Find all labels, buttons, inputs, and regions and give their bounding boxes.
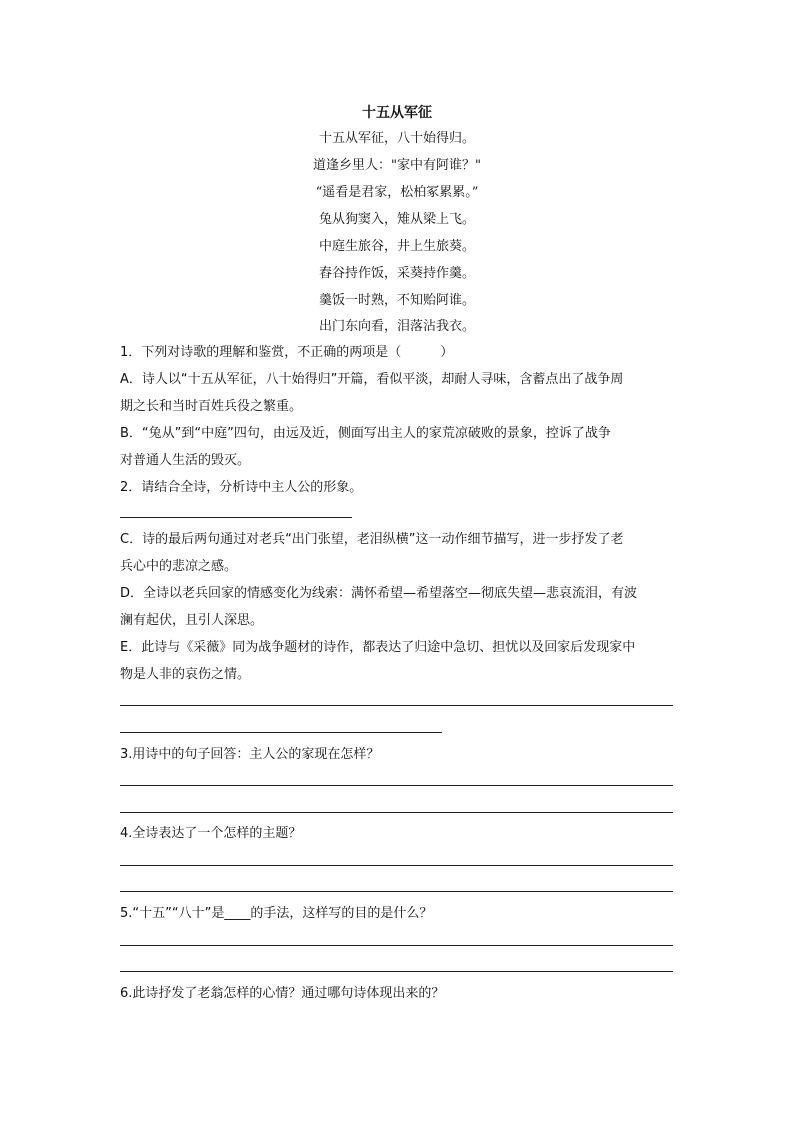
poem-line: 中庭生旅谷，井上生旅葵。	[318, 239, 475, 254]
option-d-line-2: 澜有起伏，且引人深思。	[120, 613, 264, 628]
poem-line: 羹饭一时熟，不知贻阿谁。	[318, 293, 475, 308]
question-3-stem: 3.用诗中的句子回答：主人公的家现在怎样？	[120, 747, 380, 762]
poem-line: 舂谷持作饭，采葵持作羹。	[318, 266, 475, 281]
answer-line[interactable]	[120, 517, 352, 518]
option-a-line-2: 期之长和当时百姓兵役之繁重。	[120, 399, 303, 414]
question-6-stem: 6.此诗抒发了老翁怎样的心情？通过哪句诗体现出来的？	[120, 986, 445, 1001]
poem-title: 十五从军征	[362, 105, 432, 121]
option-e-line-2: 物是人非的哀伤之情。	[120, 667, 251, 682]
option-d-line-1: D．全诗以老兵回家的情感变化为线索：满怀希望—希望落空—彻底失望—悲哀流泪，有波	[120, 586, 638, 601]
option-a-line-1: A．诗人以“十五从军征，八十始得归”开篇，看似平淡，却耐人寻味，含蓄点出了战争周	[120, 372, 624, 387]
question-1-stem: 1．下列对诗歌的理解和鉴赏，不正确的两项是（ ）	[120, 345, 454, 360]
answer-line[interactable]	[120, 785, 673, 786]
question-2-stem: 2．请结合全诗，分析诗中主人公的形象。	[120, 480, 363, 495]
answer-line[interactable]	[120, 812, 673, 813]
question-4-stem: 4.全诗表达了一个怎样的主题？	[120, 826, 302, 841]
answer-line[interactable]	[120, 865, 673, 866]
answer-line[interactable]	[120, 891, 673, 892]
option-e-line-1: E．此诗与《采薇》同为战争题材的诗作，都表达了归途中急切、担忧以及回家后发现家中	[120, 640, 636, 655]
option-b-line-2: 对普通人生活的毁灭。	[120, 453, 251, 468]
poem-line: 出门东向看，泪落沾我衣。	[318, 319, 475, 334]
answer-line[interactable]	[120, 945, 673, 946]
question-5-stem: 5.“十五”“八十”是____的手法，这样写的目的是什么？	[120, 906, 433, 921]
option-c-line-1: C．诗的最后两句通过对老兵“出门张望，老泪纵横”这一动作细节描写，进一步抒发了老	[120, 532, 624, 547]
poem-line: “遥看是君家，松柏冢累累。”	[315, 185, 479, 200]
option-c-line-2: 兵心中的悲凉之感。	[120, 559, 238, 574]
poem-line: 兔从狗窦入，雉从梁上飞。	[318, 212, 475, 227]
poem-line: 十五从军征，八十始得归。	[318, 131, 475, 146]
answer-line[interactable]	[120, 705, 673, 706]
poem-line: 道逢乡里人："家中有阿谁？"	[313, 158, 481, 173]
answer-line[interactable]	[120, 971, 673, 972]
answer-line[interactable]	[120, 732, 442, 733]
option-b-line-1: B．“兔从”到“中庭”四句，由远及近，侧面写出主人的家荒凉破败的景象，控诉了战争	[120, 426, 611, 441]
